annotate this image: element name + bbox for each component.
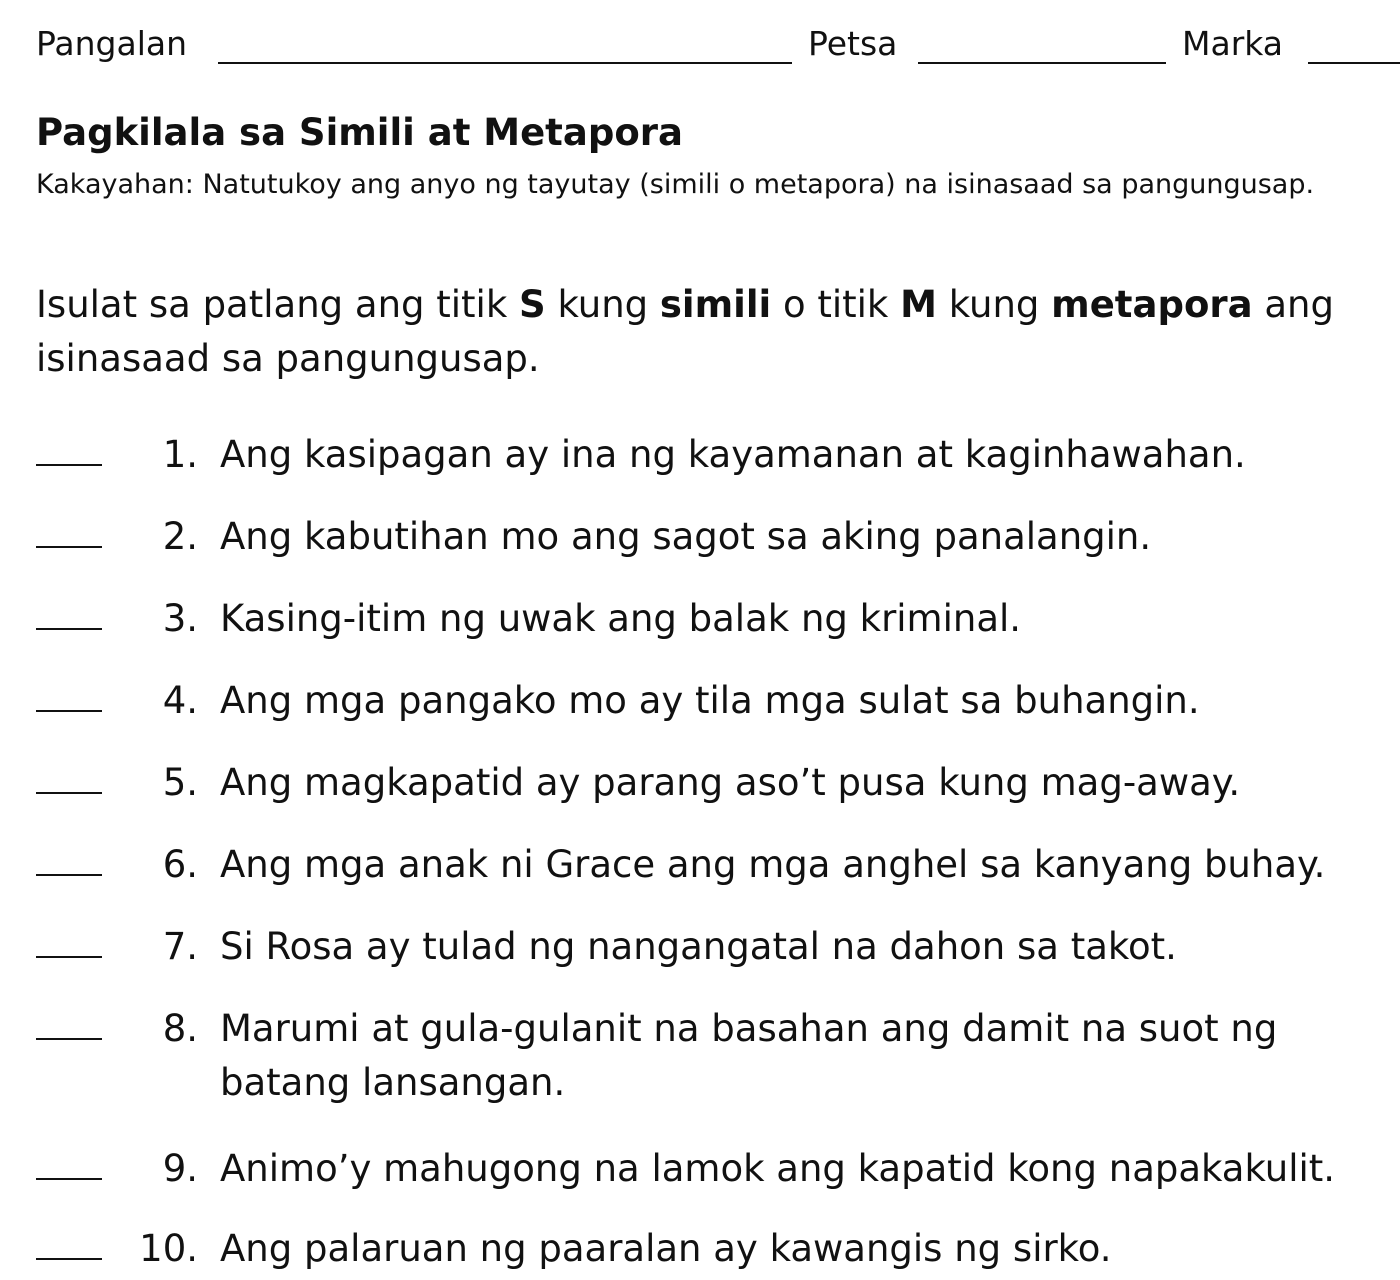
instructions-text: o titik — [771, 283, 901, 326]
answer-blank[interactable] — [36, 1258, 102, 1260]
answer-blank[interactable] — [36, 464, 102, 466]
date-label: Petsa — [808, 24, 898, 63]
question-number: 4. — [162, 679, 198, 722]
answer-blank[interactable] — [36, 1038, 102, 1040]
instructions-word-metapora: metapora — [1051, 283, 1253, 326]
question-text: Kasing-itim ng uwak ang balak ng kriminal. — [220, 597, 1022, 640]
question-text: Ang magkapatid ay parang aso’t pusa kung mag-away. — [220, 761, 1241, 804]
question-number: 2. — [162, 515, 198, 558]
question-text: Ang kasipagan ay ina ng kayamanan at kaginhawahan. — [220, 433, 1246, 476]
answer-blank[interactable] — [36, 792, 102, 794]
question-number: 1. — [162, 433, 198, 476]
answer-blank[interactable] — [36, 1178, 102, 1180]
instructions-letter-m: M — [900, 283, 937, 326]
score-label: Marka — [1182, 24, 1284, 63]
question-number: 8. — [162, 1007, 198, 1050]
question-text: Ang mga anak ni Grace ang mga anghel sa kanyang buhay. — [220, 843, 1326, 886]
instructions-letter-s: S — [519, 283, 546, 326]
answer-blank[interactable] — [36, 956, 102, 958]
question-text: Si Rosa ay tulad ng nangangatal na dahon sa takot. — [220, 925, 1177, 968]
skill-statement: Kakayahan: Natutukoy ang anyo ng tayutay (simili o metapora) na isinasaad sa pangungusap. — [36, 169, 1315, 200]
answer-blank[interactable] — [36, 874, 102, 876]
question-number: 6. — [162, 843, 198, 886]
question-number: 5. — [162, 761, 198, 804]
name-label: Pangalan — [36, 24, 188, 63]
question-number: 7. — [162, 925, 198, 968]
question-text: Ang mga pangako mo ay tila mga sulat sa buhangin. — [220, 679, 1200, 722]
question-text: Marumi at gula-gulanit na basahan ang damit na suot ng batang lansangan. — [220, 1007, 1278, 1104]
instructions-word-simili: simili — [659, 283, 772, 326]
instructions-text: Isulat sa patlang ang titik — [36, 283, 520, 326]
question-text: Animo’y mahugong na lamok ang kapatid kong napakakulit. — [220, 1147, 1336, 1190]
question-number: 10. — [139, 1227, 198, 1270]
question-text: Ang palaruan ng paaralan ay kawangis ng sirko. — [220, 1227, 1112, 1270]
answer-blank[interactable] — [36, 546, 102, 548]
worksheet-title: Pagkilala sa Simili at Metapora — [36, 111, 683, 154]
question-number: 3. — [162, 597, 198, 640]
question-number: 9. — [162, 1147, 198, 1190]
instructions-text: kung — [545, 283, 660, 326]
instructions-text: ang isinasaad sa pangungusap. — [36, 283, 1334, 380]
instructions-text: kung — [936, 283, 1052, 326]
answer-blank[interactable] — [36, 628, 102, 630]
question-text: Ang kabutihan mo ang sagot sa aking panalangin. — [220, 515, 1152, 558]
answer-blank[interactable] — [36, 710, 102, 712]
